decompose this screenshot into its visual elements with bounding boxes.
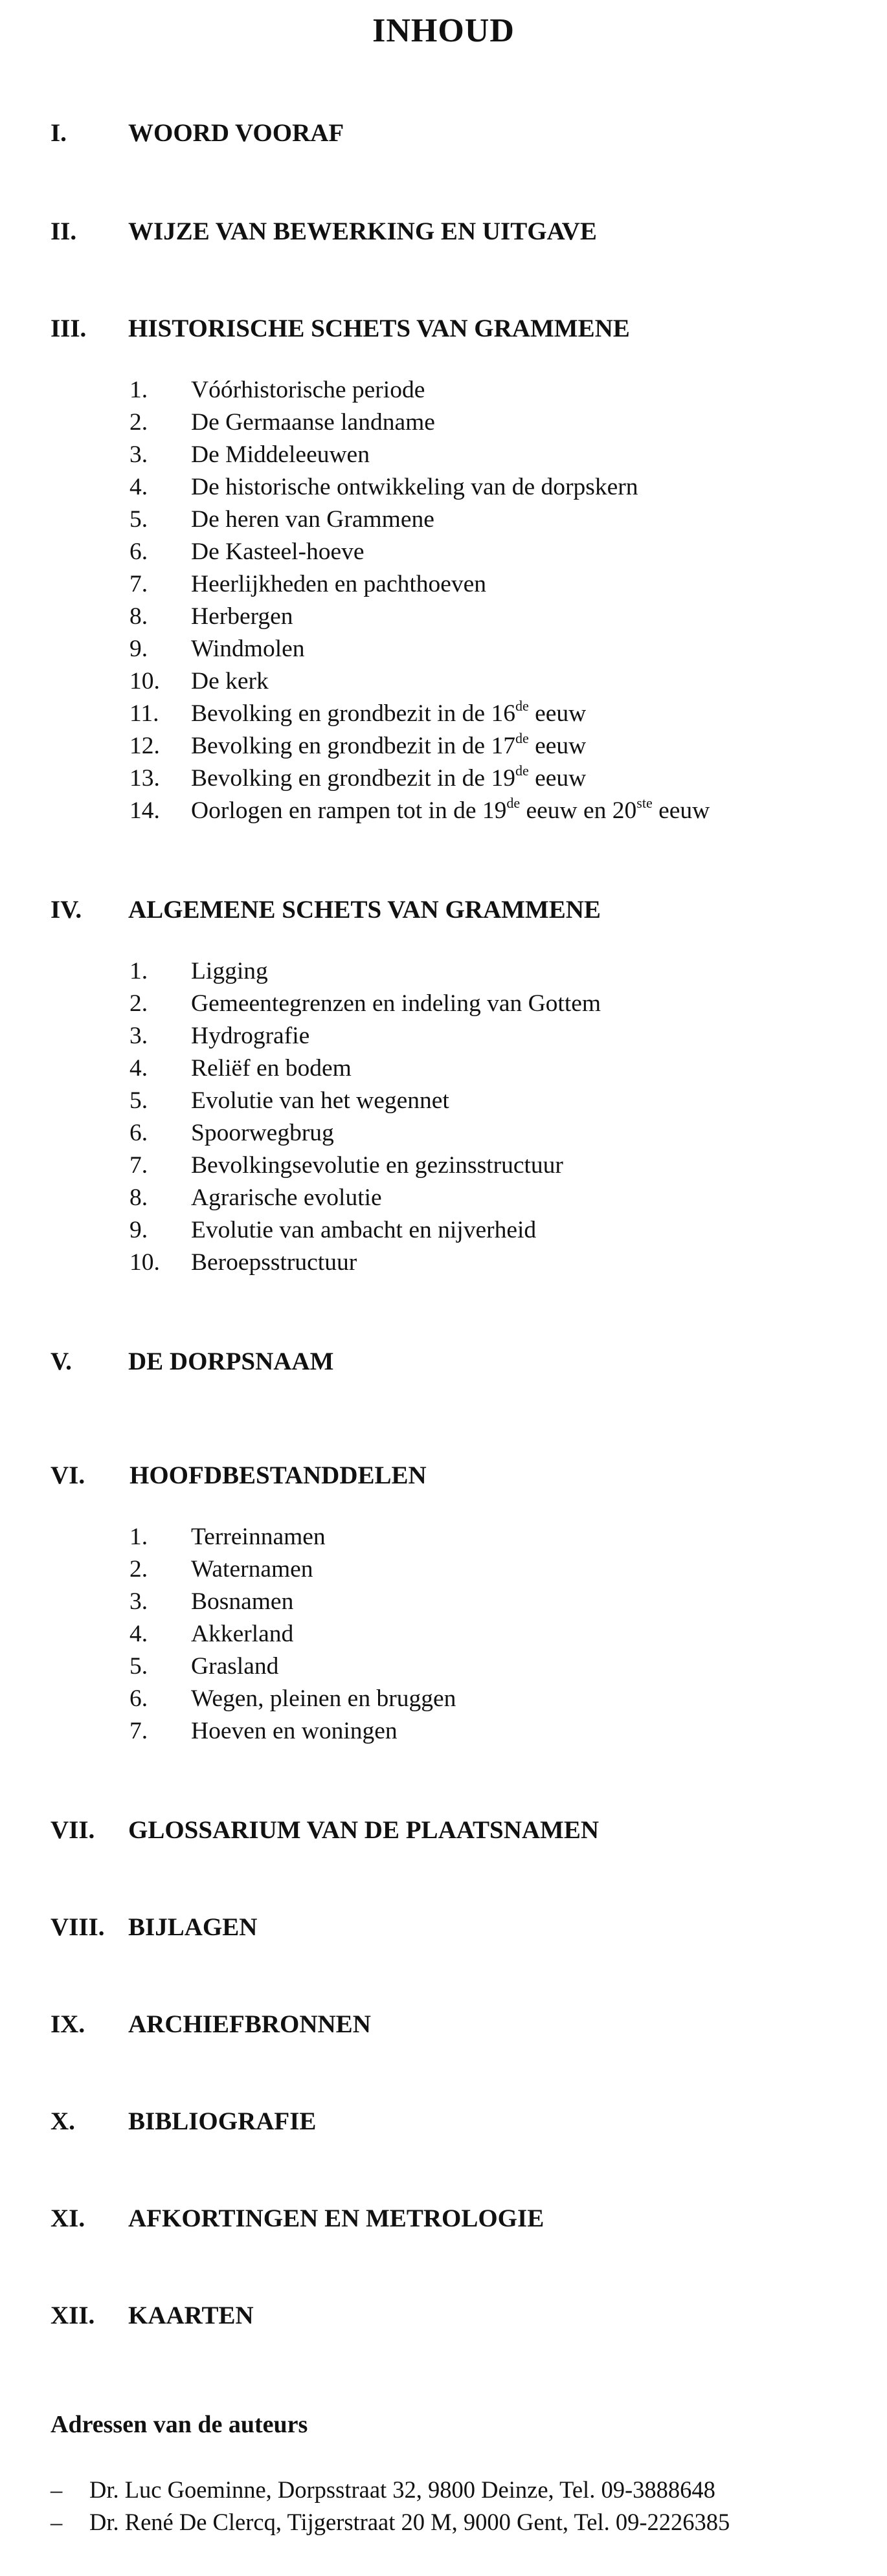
address-list xyxy=(51,2474,853,2538)
address-line: – Dr. Luc Goeminne, Dorpsstraat 32, 9800 Deinze, Tel. 09-3888648 xyxy=(51,2474,853,2506)
section-number: VIII. xyxy=(51,1913,105,1941)
section-heading xyxy=(51,2006,847,2043)
section-number: XI. xyxy=(51,2204,85,2232)
list-item: 7. Hoeven en woningen xyxy=(129,1718,398,1744)
section-heading xyxy=(51,311,847,347)
list-item: 4. Reliëf en bodem xyxy=(129,1055,352,1082)
list-item: 5. Grasland xyxy=(129,1653,279,1680)
section-heading xyxy=(51,1458,847,1494)
section-heading xyxy=(51,115,847,151)
toc-section-x xyxy=(51,2104,847,2140)
subsection-list xyxy=(51,1521,847,1748)
list-item: 3. De Middeleeuwen xyxy=(129,441,370,468)
list-item: 14. Oorlogen en rampen tot in de 19de eeuw en 20ste eeuw xyxy=(129,794,710,824)
section-heading xyxy=(51,1344,847,1380)
list-item: 2. Waternamen xyxy=(129,1556,313,1582)
section-number: VII. xyxy=(51,1816,95,1844)
section-number: II. xyxy=(51,217,77,245)
list-item: 6. Wegen, pleinen en bruggen xyxy=(129,1685,456,1712)
section-number: I. xyxy=(51,119,67,147)
section-heading xyxy=(51,2298,847,2334)
section-number: III. xyxy=(51,315,87,342)
section-number: IV. xyxy=(51,896,82,924)
section-title: WOORD VOORAF xyxy=(128,119,344,147)
section-heading xyxy=(51,1812,847,1849)
section-title: BIJLAGEN xyxy=(128,1913,258,1941)
list-item: 8. Herbergen xyxy=(129,603,293,630)
section-title: HOOFDBESTANDDELEN xyxy=(129,1461,427,1489)
toc-section-xi xyxy=(51,2201,847,2237)
toc-section-v xyxy=(51,1344,847,1380)
section-heading xyxy=(51,1909,847,1946)
section-title: ARCHIEFBRONNEN xyxy=(128,2010,371,2038)
section-title: GLOSSARIUM VAN DE PLAATSNAMEN xyxy=(128,1816,600,1844)
list-item: 1. Terreinnamen xyxy=(129,1524,326,1550)
toc-section-viii xyxy=(51,1909,847,1946)
section-heading xyxy=(51,214,847,250)
page-title: INHOUD xyxy=(372,12,515,49)
list-item: 4. De historische ontwikkeling van de dorpskern xyxy=(129,474,638,500)
section-heading xyxy=(51,2104,847,2140)
list-item: 11. Bevolking en grondbezit in de 16de eeuw xyxy=(129,697,587,727)
section-number: XII. xyxy=(51,2302,95,2329)
list-item: 6. De Kasteel-hoeve xyxy=(129,539,365,565)
section-title: BIBLIOGRAFIE xyxy=(128,2107,317,2135)
toc-section-i xyxy=(51,115,847,151)
section-heading xyxy=(51,2201,847,2237)
section-title: HISTORISCHE SCHETS VAN GRAMMENE xyxy=(128,315,630,342)
subsection-list xyxy=(51,955,847,1279)
list-item: 8. Agrarische evolutie xyxy=(129,1184,382,1211)
toc-section-ix xyxy=(51,2006,847,2043)
author-addresses xyxy=(51,2406,853,2538)
list-item: 3. Bosnamen xyxy=(129,1588,294,1615)
dash-bullet: – xyxy=(51,2509,63,2535)
section-title: DE DORPSNAAM xyxy=(128,1348,334,1375)
list-item: 12. Bevolking en grondbezit in de 17de eeuw xyxy=(129,729,587,759)
section-number: X. xyxy=(51,2107,75,2135)
subsection-list xyxy=(51,374,847,827)
section-title: KAARTEN xyxy=(128,2302,254,2329)
toc-section-ii xyxy=(51,214,847,250)
address-line: – Dr. René De Clercq, Tijgerstraat 20 M, 9000 Gent, Tel. 09-2226385 xyxy=(51,2506,853,2538)
toc-section-iv xyxy=(51,892,847,1279)
section-number: VI. xyxy=(51,1461,85,1489)
list-item: 6. Spoorwegbrug xyxy=(129,1120,334,1146)
list-item: 2. De Germaanse landname xyxy=(129,409,435,436)
section-number: V. xyxy=(51,1348,72,1375)
list-item: 1. Ligging xyxy=(129,958,268,984)
toc-section-iii xyxy=(51,311,847,827)
list-item: 9. Evolutie van ambacht en nijverheid xyxy=(129,1217,537,1243)
list-item: 13. Bevolking en grondbezit in de 19de eeuw xyxy=(129,762,587,792)
toc-section-vi xyxy=(51,1458,847,1748)
list-item: 5. Evolutie van het wegennet xyxy=(129,1087,449,1114)
list-item: 10. Beroepsstructuur xyxy=(129,1249,357,1276)
toc-section-vii xyxy=(51,1812,847,1849)
section-title: WIJZE VAN BEWERKING EN UITGAVE xyxy=(128,217,597,245)
list-item: 9. Windmolen xyxy=(129,636,305,662)
list-item: 2. Gemeentegrenzen en indeling van Gottem xyxy=(129,990,601,1017)
list-item: 5. De heren van Grammene xyxy=(129,506,434,533)
dash-bullet: – xyxy=(51,2476,63,2503)
list-item: 1. Vóórhistorische periode xyxy=(129,377,425,403)
list-item: 4. Akkerland xyxy=(129,1621,294,1647)
section-heading xyxy=(51,892,847,928)
addresses-heading: Adressen van de auteurs xyxy=(51,2411,308,2438)
list-item: 7. Bevolkingsevolutie en gezinsstructuur xyxy=(129,1152,563,1179)
list-item: 10. De kerk xyxy=(129,668,269,694)
toc-section-xii xyxy=(51,2298,847,2334)
section-title: AFKORTINGEN EN METROLOGIE xyxy=(128,2204,545,2232)
list-item: 7. Heerlijkheden en pachthoeven xyxy=(129,571,487,597)
section-title: ALGEMENE SCHETS VAN GRAMMENE xyxy=(128,896,601,924)
section-number: IX. xyxy=(51,2010,85,2038)
list-item: 3. Hydrografie xyxy=(129,1023,310,1049)
